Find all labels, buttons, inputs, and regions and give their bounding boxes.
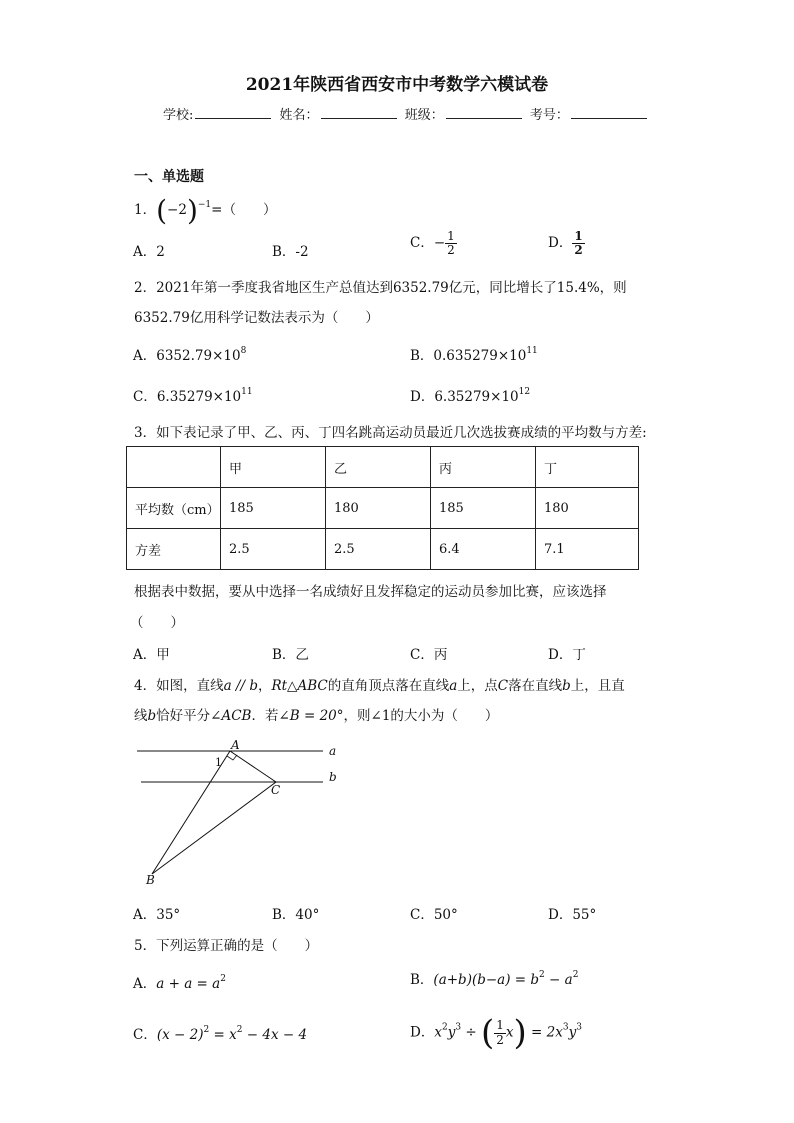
right-angle-mark <box>227 755 237 760</box>
q5-d-fraction: $\frac{1}{2}$ <box>496 1018 504 1047</box>
q4-option-d[interactable]: D．55° <box>548 907 597 923</box>
q1-option-b[interactable]: B．-2 <box>272 244 309 260</box>
q1-paren-open: ( <box>156 194 168 227</box>
table-cell: 180 <box>536 488 639 529</box>
q5-option-b[interactable]: B．$(a+b)(b-a) = b^2 - a^2$ <box>410 970 579 988</box>
q1-base: −2 <box>167 202 187 218</box>
q5-option-a[interactable]: A．$a + a = a^2$ <box>133 974 226 992</box>
table-cell: 2.5 <box>221 529 326 570</box>
question-3-paren: （ ） <box>130 615 184 631</box>
school-label: 学校: <box>163 108 194 123</box>
label-C: C <box>271 783 281 797</box>
label-angle-1: 1 <box>215 756 222 769</box>
q2-option-d[interactable]: D．$6.35279\times 10^{12}$ <box>410 387 531 405</box>
label-B: B <box>146 873 155 887</box>
class-blank <box>446 106 522 119</box>
q1-paren-close: ) <box>186 194 198 227</box>
q1-option-c[interactable] <box>410 230 457 257</box>
question-1-stem <box>134 194 276 227</box>
q1-tail: =（ ） <box>211 202 277 218</box>
q5-option-d[interactable]: D．$x^2y^3$ ÷ ( $\frac{1}{2}$ $x) = 2x^3y^3$ <box>410 1013 582 1053</box>
page-title: 2021年陕西省西安市中考数学六模试卷 <box>245 75 549 95</box>
table-cell: 6.4 <box>431 529 536 570</box>
student-info-line <box>163 104 651 123</box>
table-cell: 180 <box>326 488 431 529</box>
triangle-abc <box>152 751 276 874</box>
section-heading: 一、单选题 <box>134 169 204 185</box>
number-blank <box>571 106 647 119</box>
number-label: 考号： <box>529 108 569 123</box>
q4-option-c[interactable]: C．50° <box>410 907 458 923</box>
score-table <box>126 446 639 570</box>
q1-d-fraction: $\frac{1}{2}$ <box>574 229 583 258</box>
table-cell <box>127 447 221 488</box>
label-line-b: b <box>329 770 337 784</box>
q1-option-d[interactable] <box>548 230 585 257</box>
table-row <box>127 529 639 570</box>
q2-option-b[interactable]: B．$0.635279\times 10^{11}$ <box>410 346 538 364</box>
q3-option-c[interactable]: C．丙 <box>410 647 448 663</box>
q3-option-b[interactable]: B．乙 <box>272 647 309 663</box>
table-cell: 7.1 <box>536 529 639 570</box>
q1-d-prefix: D． <box>548 235 573 252</box>
question-5-stem: 5．下列运算正确的是（ ） <box>134 938 319 954</box>
label-A: A <box>231 738 240 752</box>
q5-option-c[interactable]: C．$(x - 2)^2 = x^2 - 4x - 4$ <box>133 1025 308 1043</box>
name-blank <box>321 106 397 119</box>
table-cell: 185 <box>431 488 536 529</box>
question-2-line-2: 6352.79亿用科学记数法表示为（ ） <box>134 310 379 326</box>
table-cell: 丙 <box>431 447 536 488</box>
table-row <box>127 447 639 488</box>
table-cell: 甲 <box>221 447 326 488</box>
label-line-a: a <box>329 744 337 758</box>
table-cell: 乙 <box>326 447 431 488</box>
class-label: 班级： <box>404 108 444 123</box>
q1-c-fraction: $\frac{1}{2}$ <box>447 229 455 258</box>
table-row <box>127 488 639 529</box>
question-4-line-1: 4．如图，直线a // b，Rt△ABC的直角顶点落在直线a上，点C落在直线b上，且直 <box>134 678 625 694</box>
table-cell: 方差 <box>127 529 221 570</box>
q1-exponent: −1 <box>197 200 212 210</box>
table-cell: 丁 <box>536 447 639 488</box>
q4-option-b[interactable]: B．40° <box>272 907 320 923</box>
school-blank <box>195 106 271 119</box>
q1-number: 1． <box>134 202 157 218</box>
q1-option-a[interactable]: A．2 <box>133 244 165 260</box>
q1-c-prefix: C．− <box>410 235 446 252</box>
q3-option-d[interactable]: D．丁 <box>548 647 586 663</box>
q2-option-c[interactable]: C．$6.35279\times 10^{11}$ <box>133 387 253 405</box>
question-3-prompt: 根据表中数据，要从中选择一名成绩好且发挥稳定的运动员参加比赛，应该选择 <box>134 584 607 600</box>
question-3-stem: 3．如下表记录了甲、乙、丙、丁四名跳高运动员最近几次选拔赛成绩的平均数与方差: <box>134 425 647 441</box>
q3-option-a[interactable]: A．甲 <box>133 647 170 663</box>
table-cell: 185 <box>221 488 326 529</box>
table-cell: 2.5 <box>326 529 431 570</box>
q4-geometry-figure <box>130 736 350 890</box>
q2-option-a[interactable]: A．$6352.79\times 10^8$ <box>133 346 247 364</box>
name-label: 姓名： <box>279 108 319 123</box>
question-2-line-1: 2．2021年第一季度我省地区生产总值达到6352.79亿元，同比增长了15.4%，则 <box>134 280 627 296</box>
table-cell: 平均数（cm） <box>127 488 221 529</box>
q4-option-a[interactable]: A．35° <box>133 907 181 923</box>
question-4-line-2: 线b恰好平分∠ACB．若∠B = 20°，则∠1的大小为（ ） <box>134 708 499 724</box>
